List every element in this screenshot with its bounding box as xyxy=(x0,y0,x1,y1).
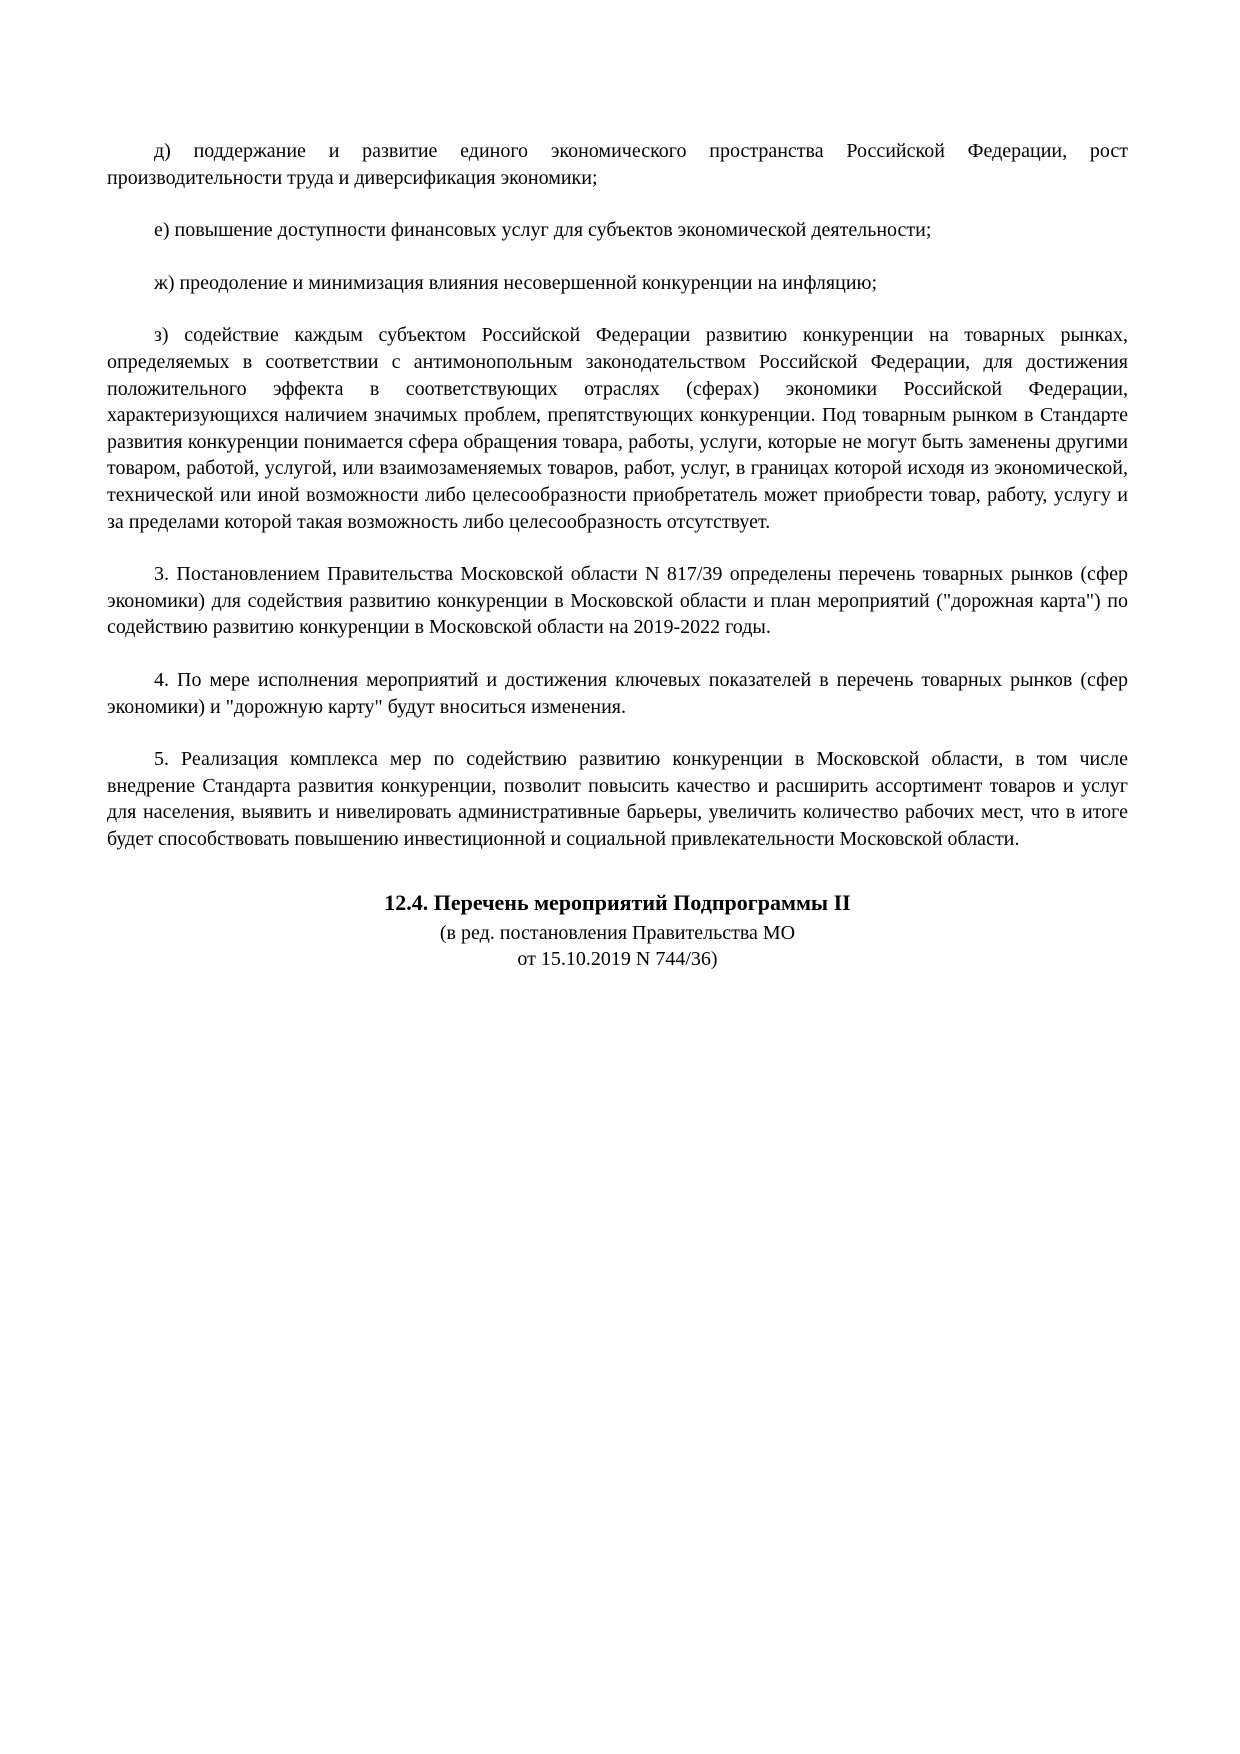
paragraph-5: 5. Реализация комплекса мер по содействию развитию конкуренции в Московской области, в том числе внедрение Стандарта развития конкуренции, позволит повысить качество и расширить ассортимент товаров и услуг для населения, выявить и нивелировать административные барьеры, увеличить количество рабочих мест, что в итоге будет способствовать повышению инвестиционной и социальной привлекательности Московской области. xyxy=(107,748,1128,850)
subheading-line-2: от 15.10.2019 N 744/36) xyxy=(517,948,718,971)
paragraph-zh: ж) преодоление и минимизация влияния несовершенной конкуренции на инфляцию; xyxy=(154,271,878,294)
paragraph-d: д) поддержание и развитие единого экономического пространства Российской Федерации, рост производительности труда и диверсификация экономики; xyxy=(107,140,1128,189)
paragraph-3: 3. Постановлением Правительства Московской области N 817/39 определены перечень товарных рынков (сфер экономики) для содействия развитию конкуренции в Московской области и план мероприятий ("дорожная карта") по содействию развитию конкуренции в Московской области на 2019-2022 годы. xyxy=(107,563,1128,639)
section-heading: 12.4. Перечень мероприятий Подпрограммы II xyxy=(384,890,851,916)
subheading-line-1: (в ред. постановления Правительства МО xyxy=(439,921,796,944)
paragraph-z: з) содействие каждым субъектом Российской Федерации развитию конкуренции на товарных рынках, определяемых в соответствии с антимонопольным законодательством Российской Федерации, для достижения положительного эффекта в соответствующих отраслях (сферах) экономики Российской Федерации, характеризующихся наличием значимых проблем, препятствующих конкуренции. Под товарным рынком в Стандарте развития конкуренции понимается сфера обращения товара, работы, услуги, которые не могут быть заменены другими товаром, работой, услугой, или взаимозаменяемых товаров, работ, услуг, в границах которой исходя из экономической, технической или иной возможности либо целесообразности приобретатель может приобрести товар, работу, услугу и за пределами которой такая возможность либо целесообразность отсутствует. xyxy=(107,324,1128,533)
paragraph-e: е) повышение доступности финансовых услуг для субъектов экономической деятельности; xyxy=(154,219,932,242)
paragraph-4: 4. По мере исполнения мероприятий и достижения ключевых показателей в перечень товарных рынков (сфер экономики) и "дорожную карту" будут вноситься изменения. xyxy=(107,668,1128,718)
